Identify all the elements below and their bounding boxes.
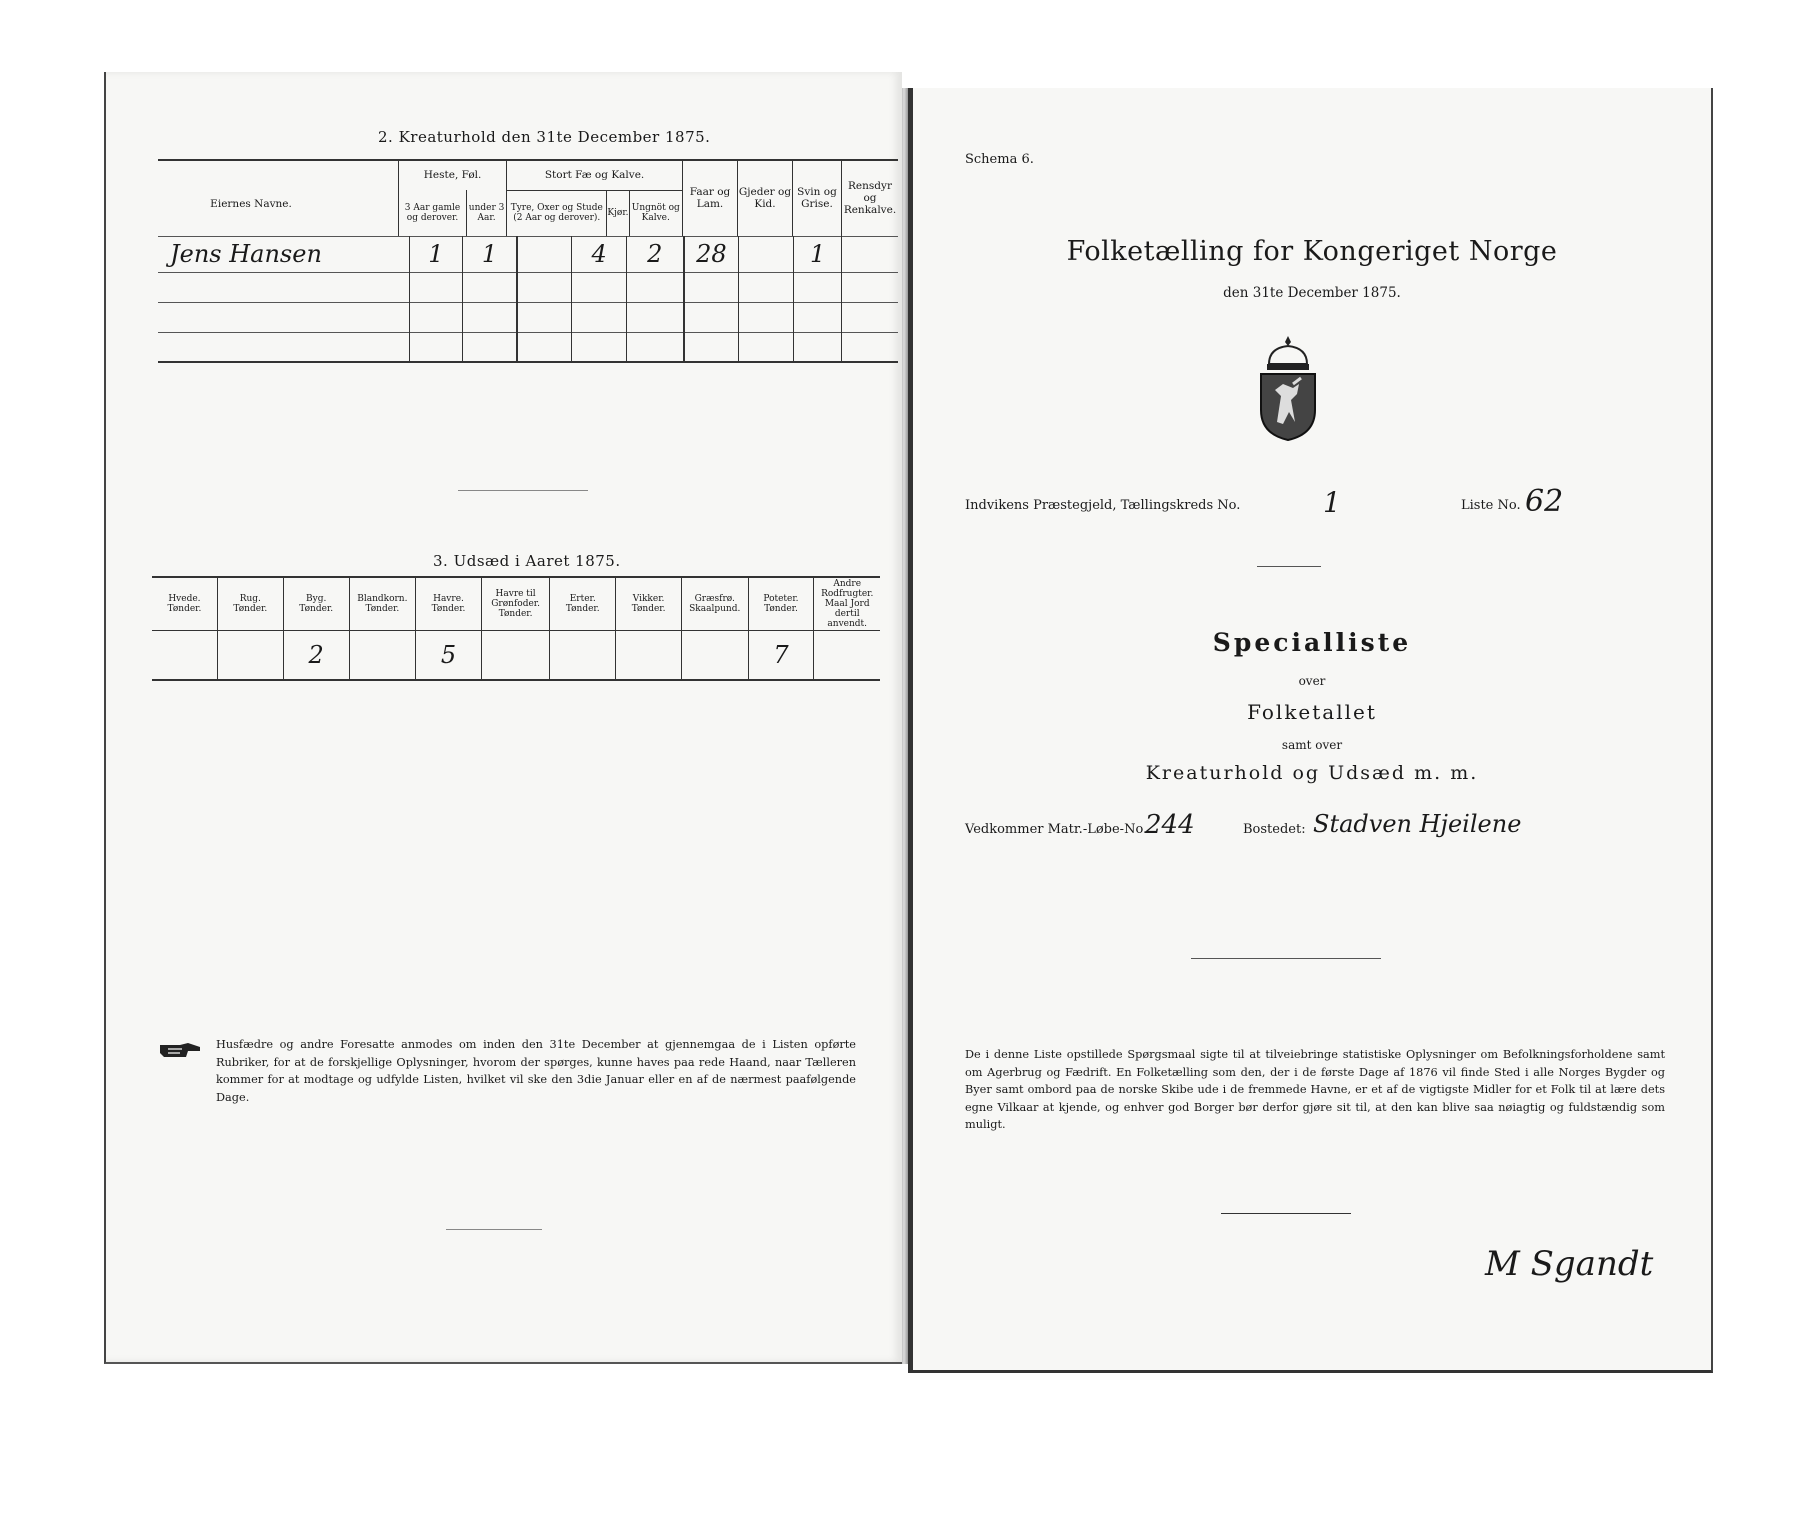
right-page bbox=[908, 88, 1713, 1373]
divider bbox=[1191, 958, 1381, 959]
seed-header-gronfoder: Havre til Grønfoder. Tønder. bbox=[481, 578, 549, 630]
table-row bbox=[158, 302, 898, 332]
table-cell bbox=[349, 630, 415, 680]
bostedet-value: Stadven Hjeilene bbox=[1313, 810, 1522, 838]
seed-header-rodfrugter: Andre Rodfrugter. Maal Jord dertil anvendt. bbox=[814, 578, 880, 630]
left-page bbox=[104, 72, 902, 1364]
horses-adult-header: 3 Aar gamle og derover. bbox=[399, 190, 467, 236]
seed-header-poteter: Poteter. Tønder. bbox=[748, 578, 814, 630]
table-cell bbox=[682, 630, 748, 680]
table-cell bbox=[481, 630, 549, 680]
horses-group-header: Heste, Føl. bbox=[399, 160, 507, 190]
bostedet-label: Bostedet: bbox=[1243, 822, 1306, 837]
table-cell: 28 bbox=[684, 236, 739, 272]
kreaturhold-label: Kreaturhold og Udsæd m. m. bbox=[1145, 762, 1479, 784]
table-cell: 2 bbox=[283, 630, 349, 680]
livestock-table bbox=[158, 236, 898, 363]
schema-label: Schema 6. bbox=[965, 152, 1034, 167]
liste-number: 62 bbox=[1525, 484, 1564, 519]
seed-header-blandkorn: Blandkorn. Tønder. bbox=[349, 578, 415, 630]
table-row bbox=[158, 272, 898, 302]
sheep-header: Faar og Lam. bbox=[683, 160, 738, 236]
reindeer-header: Rensdyr og Renkalve. bbox=[842, 160, 899, 236]
matr-number: 244 bbox=[1145, 810, 1195, 840]
seed-header-erter: Erter. Tønder. bbox=[550, 578, 616, 630]
table-cell: 4 bbox=[572, 236, 627, 272]
cows-header: Kjør. bbox=[607, 190, 629, 236]
samt-over-label: samt over bbox=[1281, 738, 1343, 752]
owner-name: Jens Hansen bbox=[170, 239, 322, 268]
table-cell bbox=[842, 236, 898, 272]
table-cell bbox=[152, 630, 217, 680]
divider bbox=[446, 1229, 542, 1230]
over-label: over bbox=[1298, 674, 1326, 688]
seed-header-byg: Byg. Tønder. bbox=[283, 578, 349, 630]
special-title: Specialliste bbox=[1212, 628, 1412, 657]
liste-label: Liste No. bbox=[1461, 498, 1521, 513]
table-cell bbox=[739, 236, 793, 272]
table-cell: 7 bbox=[748, 630, 814, 680]
table-cell: 2 bbox=[626, 236, 683, 272]
divider bbox=[1221, 1213, 1351, 1214]
seed-section-title: 3. Udsæd i Aaret 1875. bbox=[433, 552, 621, 570]
table-cell: 1 bbox=[409, 236, 463, 272]
seed-header-hvede: Hvede. Tønder. bbox=[167, 593, 202, 614]
coat-of-arms-icon bbox=[1255, 334, 1321, 442]
info-paragraph: De i denne Liste opstillede Spørgsmaal sigte til at tilveiebringe statistiske Oplysninger om Befolkningsforholdene samt om Agerbrug og Fædrift. En Folketælling som den, der i de første Dage af 1876 vil finde Sted i alle Norges Bygder og Byer samt ombord paa de norske Skibe ude i de fremmede Havne, er et af de vigtigste Midler for et Folk til at lære dets egne Vilkaar at kjende, og enhver god Borger bør derfor gjøre sit til, at den kan blive saa nøiagtig og fuldstændig som muligt. bbox=[965, 1048, 1665, 1131]
table-cell: 1 bbox=[463, 236, 517, 272]
table-cell: 5 bbox=[416, 630, 482, 680]
cattle-group-header: Stort Fæ og Kalve. bbox=[507, 160, 683, 190]
livestock-section-title: 2. Kreaturhold den 31te December 1875. bbox=[378, 128, 711, 146]
goats-header: Gjeder og Kid. bbox=[738, 160, 793, 236]
parish-label: Indvikens Præstegjeld, Tællingskreds No. bbox=[965, 498, 1241, 513]
bulls-oxen-header: Tyre, Oxer og Stude (2 Aar og derover). bbox=[507, 190, 607, 236]
seed-header-havre: Havre. Tønder. bbox=[416, 578, 482, 630]
table-cell bbox=[814, 630, 880, 680]
seed-header-vikker: Vikker. Tønder. bbox=[616, 578, 682, 630]
pointing-hand-icon bbox=[158, 1039, 202, 1061]
footnote-text: Husfædre og andre Foresatte anmodes om inden den 31te December at gjennemgaa de i Listen opførte Rubriker, for at de forskjellige Oplysninger, hvorom der spørges, kunne haves paa rede Haand, naar Tælleren kommer for at modtage og udfylde Listen, hvilket vil ske den 3die Januar eller en af de nærmest paafølgende Dage. bbox=[216, 1038, 856, 1104]
divider bbox=[1257, 566, 1321, 567]
table-row bbox=[152, 630, 880, 680]
table-cell bbox=[517, 236, 572, 272]
seed-header-graesfro: Græsfrø. Skaalpund. bbox=[682, 578, 748, 630]
seed-table bbox=[152, 578, 880, 681]
horses-young-header: under 3 Aar. bbox=[467, 190, 507, 236]
owner-column-header: Eiernes Navne. bbox=[210, 198, 292, 210]
table-cell bbox=[616, 630, 682, 680]
table-row bbox=[158, 236, 898, 272]
kreds-number: 1 bbox=[1323, 486, 1341, 519]
page-subtitle: den 31te December 1875. bbox=[1223, 285, 1401, 301]
young-cattle-header: Ungnöt og Kalve. bbox=[629, 190, 683, 236]
table-row bbox=[158, 332, 898, 362]
signature: M Sgandt bbox=[1485, 1244, 1654, 1284]
pigs-header: Svin og Grise. bbox=[793, 160, 842, 236]
page-title: Folketælling for Kongeriget Norge bbox=[1066, 236, 1558, 267]
matr-label: Vedkommer Matr.-Løbe-No. bbox=[965, 822, 1148, 837]
folketallet-label: Folketallet bbox=[1247, 700, 1377, 724]
livestock-header-table bbox=[398, 160, 898, 236]
table-cell bbox=[217, 630, 283, 680]
table-cell: 1 bbox=[793, 236, 842, 272]
divider bbox=[458, 490, 588, 491]
table-cell bbox=[550, 630, 616, 680]
seed-header-rug: Rug. Tønder. bbox=[217, 578, 283, 630]
